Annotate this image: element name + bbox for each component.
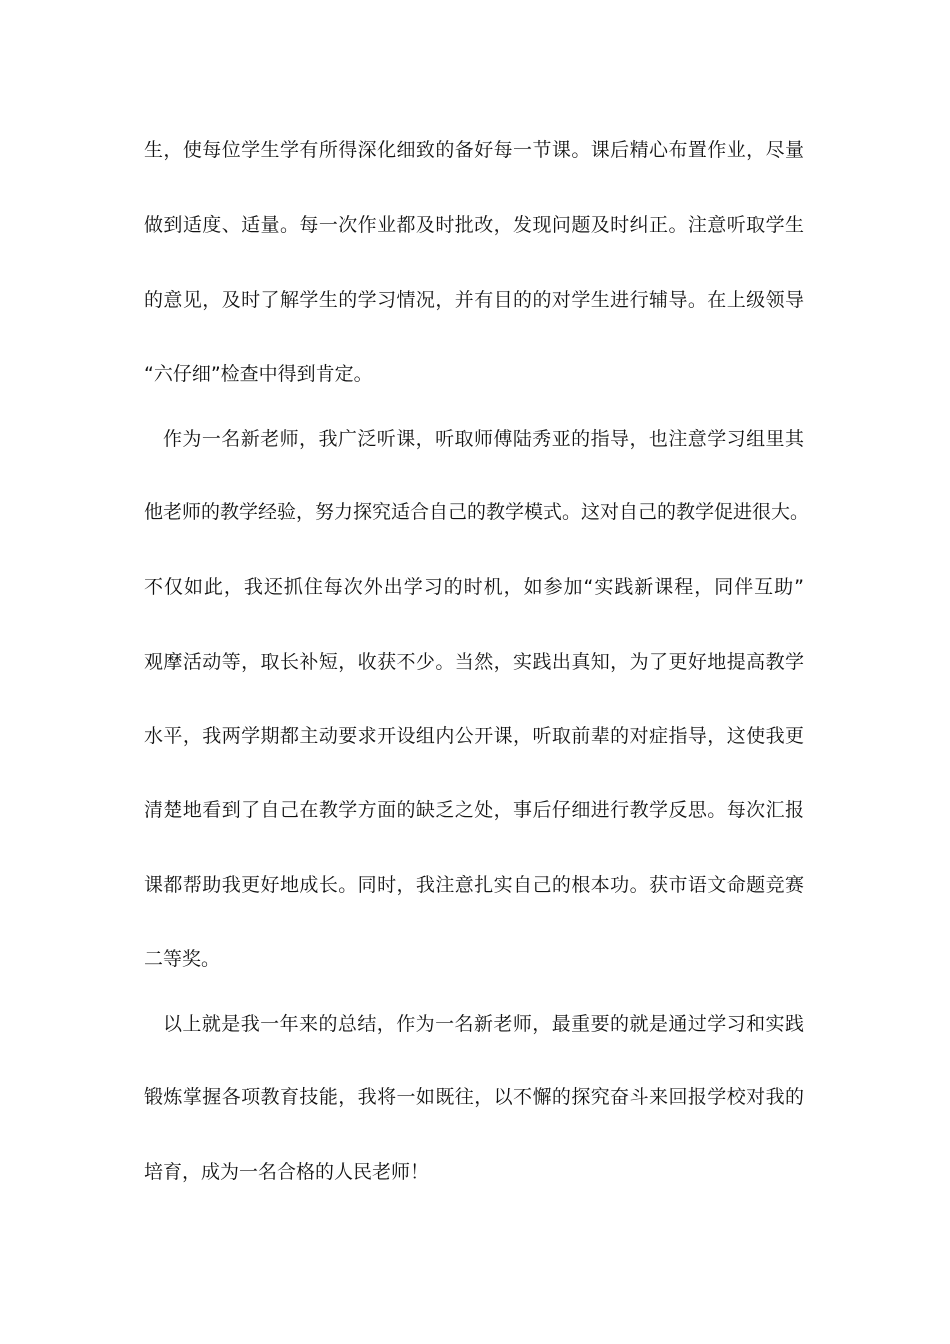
paragraph-first-line: 以上就是我一年来的总结，作为一名新老师，最重要的就是通过学习和实践 xyxy=(163,1013,804,1035)
text-line: 做到适度、适量。每一次作业都及时批改，发现问题及时纠正。注意听取学生 xyxy=(144,214,804,236)
text-line: “六仔细”检查中得到肯定。 xyxy=(144,363,373,385)
text-line: 的意见，及时了解学生的学习情况，并有目的的对学生进行辅导。在上级领导 xyxy=(144,289,804,311)
text-line: 生，使每位学生学有所得深化细致的备好每一节课。课后精心布置作业，尽量 xyxy=(144,139,804,161)
text-line: 清楚地看到了自己在教学方面的缺乏之处，事后仔细进行教学反思。每次汇报 xyxy=(144,799,804,821)
text-line: 课都帮助我更好地成长。同时，我注意扎实自己的根本功。获市语文命题竞赛 xyxy=(144,874,804,896)
paragraph-first-line: 作为一名新老师，我广泛听课，听取师傅陆秀亚的指导，也注意学习组里其 xyxy=(163,428,804,450)
text-line: 观摩活动等，取长补短，收获不少。当然，实践出真知，为了更好地提高教学 xyxy=(144,651,804,673)
text-line: 锻炼掌握各项教育技能，我将一如既往，以不懈的探究奋斗来回报学校对我的 xyxy=(144,1086,804,1108)
text-line: 他老师的教学经验，努力探究适合自己的教学模式。这对自己的教学促进很大。 xyxy=(144,501,810,523)
text-line: 水平，我两学期都主动要求开设组内公开课，听取前辈的对症指导，这使我更 xyxy=(144,725,804,747)
text-line: 不仅如此，我还抓住每次外出学习的时机，如参加“实践新课程，同伴互助” xyxy=(144,576,804,598)
text-line: 培育，成为一名合格的人民老师！ xyxy=(144,1161,430,1183)
text-line: 二等奖。 xyxy=(144,948,221,970)
